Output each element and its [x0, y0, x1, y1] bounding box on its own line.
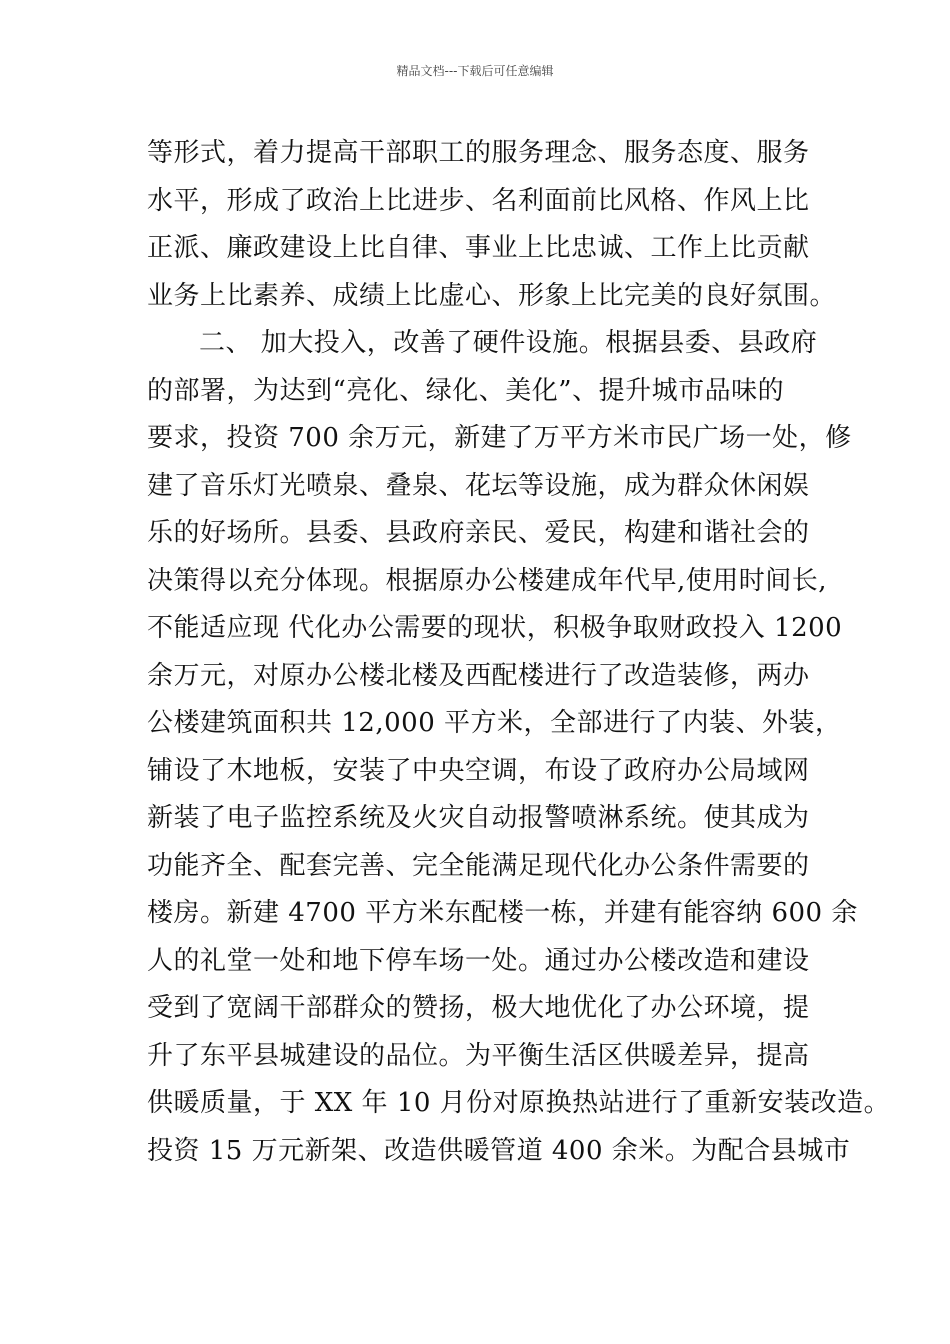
text-line: 升了东平县城建设的品位。为平衡生活区供暖差异，提高	[147, 1040, 810, 1071]
text-line: 水平，形成了政治上比进步、名利面前比风格、作风上比	[147, 185, 810, 216]
text-line: 要求，投资 700 余万元，新建了万平方米市民广场一处，修	[147, 423, 852, 453]
text-line: 的部署，为达到“亮化、绿化、美化”、提升城市品味的	[147, 375, 785, 406]
text-line: 公楼建筑面积共 12,000 平方米，全部进行了内装、外装，	[147, 708, 842, 738]
text-line: 不能适应现 代化办公需要的现状，积极争取财政投入 1200	[147, 613, 843, 643]
page-header: 精品文档---下载后可任意编辑	[396, 64, 554, 78]
text-line: 建了音乐灯光喷泉、叠泉、花坛等设施，成为群众休闲娱	[147, 470, 810, 501]
document-body	[147, 130, 891, 1175]
text-line: 功能齐全、配套完善、完全能满足现代化办公条件需要的	[147, 850, 810, 881]
text-line: 等形式，着力提高干部职工的服务理念、服务态度、服务	[147, 138, 810, 168]
text-line: 决策得以充分体现。根据原办公楼建成年代早,使用时间长,	[147, 565, 828, 596]
text-line: 供暖质量，于 XX 年 10 月份对原换热站进行了重新安装改造。	[147, 1088, 891, 1118]
text-line: 楼房。新建 4700 平方米东配楼一栋，并建有能容纳 600 余	[147, 898, 858, 928]
text-line: 新装了电子监控系统及火灾自动报警喷淋系统。使其成为	[147, 803, 810, 833]
section-heading-line: 二、 加大投入，改善了硬件设施。根据县委、县政府	[199, 328, 818, 358]
text-line: 受到了宽阔干部群众的赞扬，极大地优化了办公环境，提	[147, 993, 810, 1023]
text-line: 投资 15 万元新架、改造供暖管道 400 余米。为配合县城市	[147, 1135, 851, 1166]
text-line: 乐的好场所。县委、县政府亲民、爱民，构建和谐社会的	[147, 518, 810, 548]
text-line: 人的礼堂一处和地下停车场一处。通过办公楼改造和建设	[147, 945, 810, 976]
text-line: 业务上比素养、成绩上比虚心、形象上比完美的良好氛围。	[147, 280, 837, 311]
text-line: 正派、廉政建设上比自律、事业上比忠诚、工作上比贡献	[147, 233, 810, 263]
text-line: 余万元，对原办公楼北楼及西配楼进行了改造装修，两办	[147, 660, 810, 691]
text-line: 铺设了木地板，安装了中央空调，布设了政府办公局域网	[147, 755, 810, 786]
